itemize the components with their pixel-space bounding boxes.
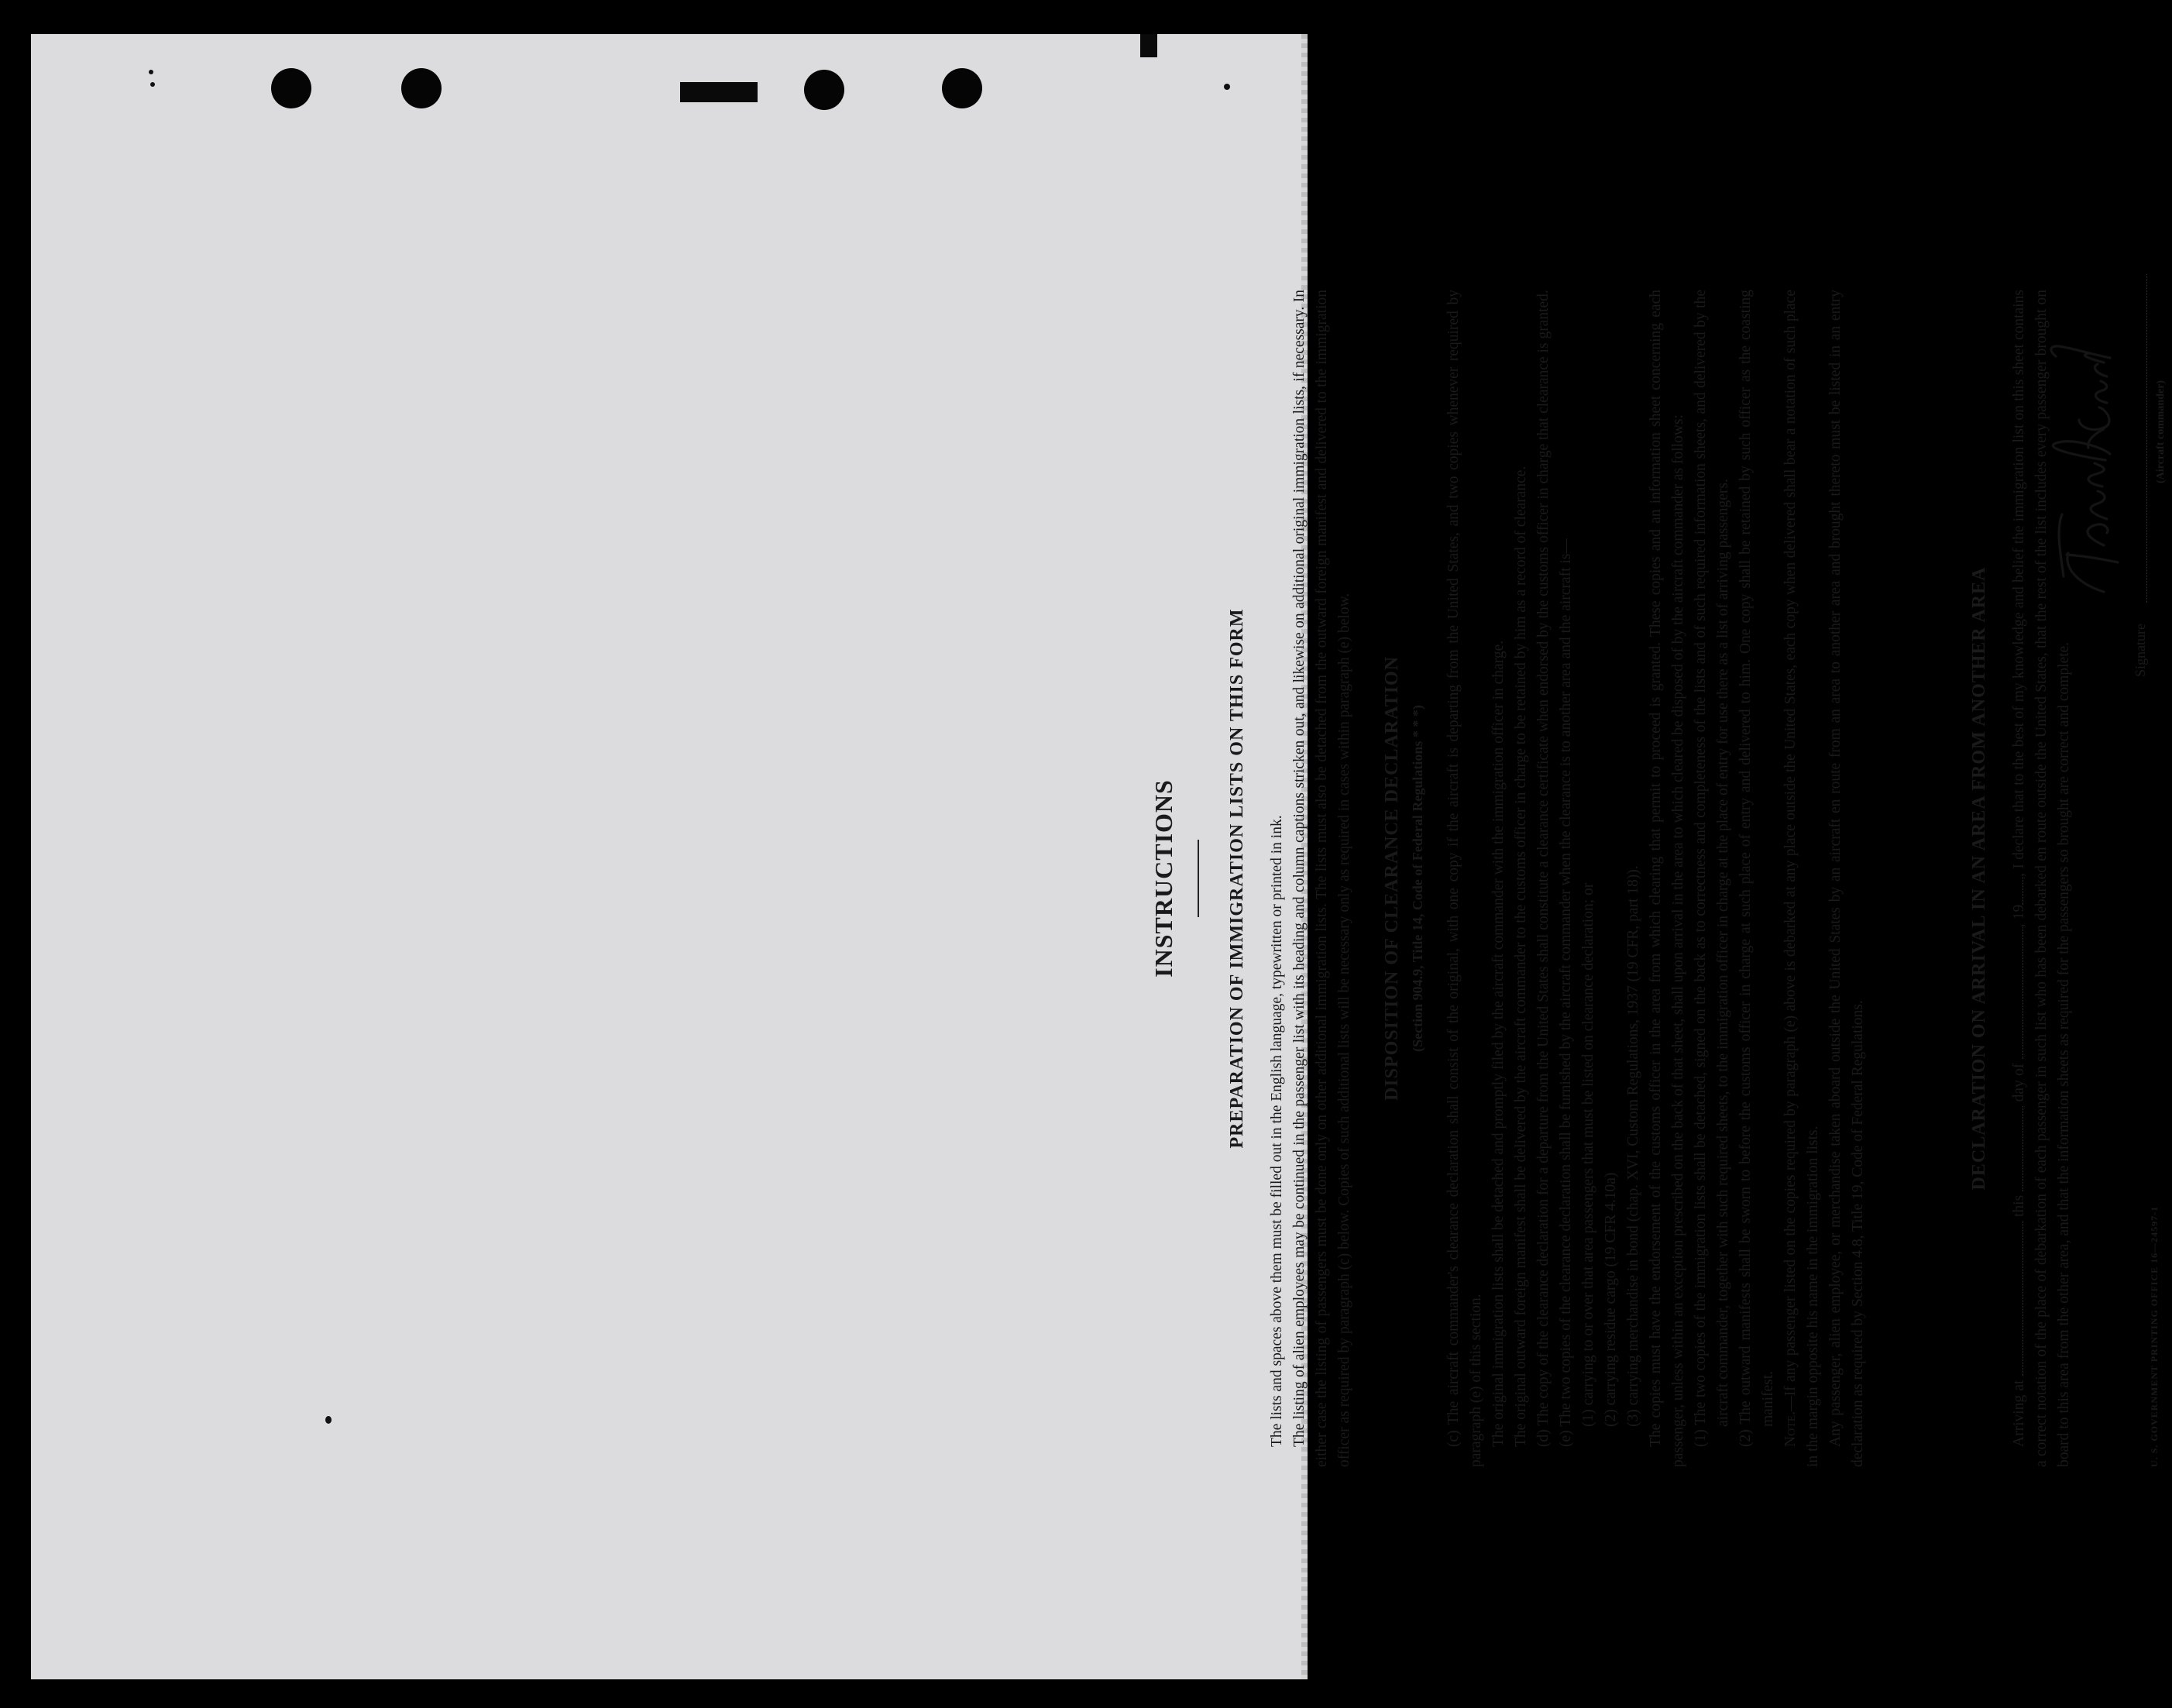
punch-hole [942,68,982,108]
para-c: (c) The aircraft commander's clearance declaration shall consist of the original, with one copy if the aircraft is departing from the United States, and two copies whenever required by paragraph (e) of this section. [1445,290,1484,1467]
preparation-p1: The lists and spaces above them must be filled out in the English language, typewritten or printed in ink. [1269,815,1285,1447]
para-note [1779,290,1824,1467]
document-page [31,34,2167,1679]
preparation-p2: The listing of alien employees may be continued in the passenger list with its heading and column captions stricken out, and likewise on additional original immigration lists, if necessary. In either case the listing of passengers must be done only on other additional immigration lists. The lists must also be detached from the outward foreign manifest and delivered to the immigration officer as required by paragraph (c) below. Copies of such additional lists will be necessary only as required in cases within paragraph (e) below. [1291,290,1352,1467]
day-of-label: day of [2011,1063,2027,1102]
disposition-text [1442,290,1869,1467]
para-e2: (2) carrying residue cargo (19 CFR 4.10a) [1603,1172,1619,1427]
para-c2: The original immigration lists shall be detached and promptly filed by the aircraft commander with the immigration officer in charge. [1490,640,1507,1447]
disposition-heading: DISPOSITION OF CLEARANCE DECLARATION [1382,655,1402,1101]
para-any: Any passenger, alien employee, or merchandise taken aboard outside the United States by an aircraft en route from an area to another area and brought thereto must be listed in an entry declaration as required by Section 4.8, Title 19, Code of Federal Regulations. [1827,290,1866,1467]
this-label: this [2011,1194,2027,1218]
note-label: Note. [1782,1411,1799,1447]
year-prefix: , 19 [2011,904,2027,928]
disposition-subheading: (Section 904.9, Title 14, Code of Federal Regulations * * *) [1410,705,1425,1052]
preparation-text [1266,290,1356,1467]
punch-hole [271,68,311,108]
page-title: INSTRUCTIONS [1150,779,1177,978]
signature-caption: (Aircraft commander) [2155,380,2167,483]
para-f1: (1) The two copies of the immigration lists shall be detached, signed on the back as to correctness and completeness of the lists and of such required information sheets, and delivered by the aircraft commander, together with such required sheets, to the immigration officer in charge at the place of entry for use there as a list of arriving passengers. [1693,290,1731,1447]
declaration-heading: DECLARATION ON ARRIVAL IN AN AREA FROM ANOTHER AREA [1969,566,1989,1191]
signature-label: Signature [2132,624,2148,677]
speck [149,70,153,74]
arriving-at-label: Arriving at [2011,1380,2027,1447]
punch-hole [401,68,442,108]
speck [150,82,155,87]
para-e3: (3) carrying merchandise in bond (chap. XVI, Custom Regulations, 1937 (19 CFR, part 18)). [1625,865,1641,1427]
binding-tab [1140,34,1157,57]
para-c3: The original outward foreign manifest shall be delivered by the aircraft commander to the customs officer in charge to be retained by him as a record of clearance. [1513,466,1529,1447]
rotated-content [1150,174,2172,1583]
para-e: (e) The two copies of the clearance declaration shall be furnished by the aircraft commander when the clearance is to another area and the aircraft is— [1558,538,1574,1447]
para-copies: The copies must have the endorsement of the customs officer in the area from which clearing that permit to proceed is granted. These copies and an information sheet concerning each passenger, unless within an exception prescribed on the back of that sheet, shall upon arrival in the area to which cleared be disposed of by the aircraft commander as follows: [1648,290,1686,1467]
declaration-body: , I declare that to the best of my knowledge and belief the immigration list on this sheet contains a correct notation of the place of debarkation of each passenger in such list who has been debarked en route outside the United States, that the rest of the list includes every passenger brought on board to this area from the other area, and that the information sheets as required for the passengers so brought are correct and complete. [2011,289,2072,1467]
footer-printing-office: U. S. GOVERNMENT PRINTING OFFICE 16—24597-1 [2149,1205,2160,1467]
punch-hole [804,70,844,110]
note-text: —If any passenger listed on the copies required by paragraph (e) above is debarked at any place outside the United States, each copy when delivered shall bear a notation of such place in the margin opposite his name in the immigration lists. [1782,290,1821,1467]
para-f2: (2) The outward manifests shall be sworn to before the customs officer in charge at such place of entry and delivered to him. One copy shall be retained by such officer as the coasting manifest. [1737,290,1776,1447]
binding-tab [680,82,758,102]
speck [1224,84,1230,90]
speck [325,1416,332,1424]
preparation-heading: PREPARATION OF IMMIGRATION LISTS ON THIS FORM [1227,608,1247,1149]
signature-line[interactable] [2146,274,2147,603]
title-rule [1198,840,1199,917]
para-d: (d) The copy of the clearance declaration for a departure from the United States shall constitute a clearance certificate when endorsed by the customs officer in charge that clearance is granted. [1535,290,1552,1447]
para-e1: (1) carrying to or over that area passengers that must be listed on clearance declaration; or [1580,882,1596,1427]
handwritten-signature-icon [2033,336,2133,600]
